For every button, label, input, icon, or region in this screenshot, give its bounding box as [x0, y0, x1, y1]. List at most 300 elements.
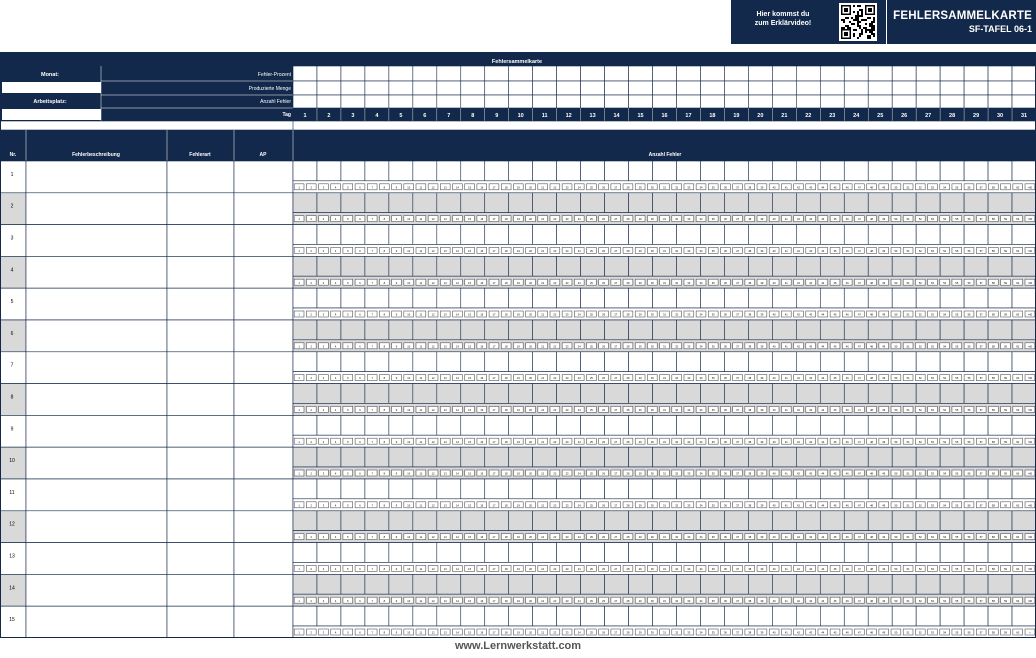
day-tally-cell[interactable] — [509, 447, 533, 467]
day-cell[interactable] — [461, 95, 485, 108]
day-cell[interactable] — [940, 66, 964, 81]
beschreibung-cell[interactable] — [26, 479, 167, 511]
day-tally-cell[interactable] — [700, 256, 724, 276]
beschreibung-cell[interactable] — [26, 606, 167, 638]
day-tally-cell[interactable] — [916, 384, 940, 404]
day-tally-cell[interactable] — [676, 511, 700, 531]
day-tally-cell[interactable] — [700, 606, 724, 626]
day-tally-cell[interactable] — [796, 256, 820, 276]
day-tally-cell[interactable] — [940, 225, 964, 245]
day-tally-cell[interactable] — [389, 384, 413, 404]
day-tally-cell[interactable] — [940, 415, 964, 435]
day-tally-cell[interactable] — [485, 479, 509, 499]
day-tally-cell[interactable] — [293, 574, 317, 594]
day-tally-cell[interactable] — [988, 543, 1012, 563]
day-cell[interactable] — [796, 81, 820, 95]
day-tally-cell[interactable] — [317, 606, 341, 626]
day-tally-cell[interactable] — [940, 256, 964, 276]
day-tally-cell[interactable] — [724, 415, 748, 435]
day-tally-cell[interactable] — [629, 256, 653, 276]
day-tally-cell[interactable] — [653, 574, 677, 594]
day-tally-cell[interactable] — [485, 320, 509, 340]
day-tally-cell[interactable] — [796, 606, 820, 626]
day-tally-cell[interactable] — [676, 256, 700, 276]
video-link-panel[interactable] — [731, 0, 886, 44]
day-tally-cell[interactable] — [365, 193, 389, 213]
day-tally-cell[interactable] — [1012, 352, 1036, 372]
day-cell[interactable] — [700, 81, 724, 95]
day-tally-cell[interactable] — [437, 384, 461, 404]
day-tally-cell[interactable] — [365, 288, 389, 308]
day-tally-cell[interactable] — [605, 511, 629, 531]
day-tally-cell[interactable] — [293, 511, 317, 531]
day-tally-cell[interactable] — [389, 225, 413, 245]
day-tally-cell[interactable] — [293, 161, 317, 181]
day-tally-cell[interactable] — [533, 447, 557, 467]
day-tally-cell[interactable] — [533, 161, 557, 181]
day-cell[interactable] — [413, 81, 437, 95]
day-tally-cell[interactable] — [748, 574, 772, 594]
day-tally-cell[interactable] — [653, 161, 677, 181]
day-cell[interactable] — [653, 66, 677, 81]
day-cell[interactable] — [772, 95, 796, 108]
day-tally-cell[interactable] — [437, 606, 461, 626]
day-tally-cell[interactable] — [748, 161, 772, 181]
day-cell[interactable] — [533, 95, 557, 108]
day-tally-cell[interactable] — [820, 479, 844, 499]
day-cell[interactable] — [413, 66, 437, 81]
ap-cell[interactable] — [234, 193, 293, 225]
day-tally-cell[interactable] — [533, 384, 557, 404]
day-tally-cell[interactable] — [557, 479, 581, 499]
beschreibung-cell[interactable] — [26, 543, 167, 575]
day-tally-cell[interactable] — [916, 288, 940, 308]
day-tally-cell[interactable] — [892, 479, 916, 499]
day-tally-cell[interactable] — [868, 511, 892, 531]
day-tally-cell[interactable] — [365, 415, 389, 435]
day-cell[interactable] — [317, 95, 341, 108]
day-tally-cell[interactable] — [533, 574, 557, 594]
day-tally-cell[interactable] — [461, 384, 485, 404]
day-tally-cell[interactable] — [916, 256, 940, 276]
day-tally-cell[interactable] — [581, 543, 605, 563]
day-cell[interactable] — [724, 81, 748, 95]
day-tally-cell[interactable] — [724, 193, 748, 213]
day-tally-cell[interactable] — [653, 447, 677, 467]
day-tally-cell[interactable] — [748, 225, 772, 245]
ap-cell[interactable] — [234, 511, 293, 543]
day-cell[interactable] — [605, 66, 629, 81]
day-tally-cell[interactable] — [413, 574, 437, 594]
day-tally-cell[interactable] — [581, 574, 605, 594]
day-tally-cell[interactable] — [533, 479, 557, 499]
day-tally-cell[interactable] — [557, 320, 581, 340]
day-tally-cell[interactable] — [629, 606, 653, 626]
day-tally-cell[interactable] — [653, 415, 677, 435]
day-tally-cell[interactable] — [581, 288, 605, 308]
day-tally-cell[interactable] — [461, 543, 485, 563]
day-tally-cell[interactable] — [772, 384, 796, 404]
day-tally-cell[interactable] — [844, 288, 868, 308]
day-cell[interactable] — [676, 66, 700, 81]
day-cell[interactable] — [868, 81, 892, 95]
day-tally-cell[interactable] — [341, 574, 365, 594]
day-tally-cell[interactable] — [940, 479, 964, 499]
day-tally-cell[interactable] — [892, 543, 916, 563]
day-tally-cell[interactable] — [341, 606, 365, 626]
day-cell[interactable] — [317, 66, 341, 81]
day-tally-cell[interactable] — [317, 479, 341, 499]
day-tally-cell[interactable] — [868, 320, 892, 340]
day-tally-cell[interactable] — [365, 161, 389, 181]
day-cell[interactable] — [868, 95, 892, 108]
day-tally-cell[interactable] — [940, 352, 964, 372]
day-tally-cell[interactable] — [437, 288, 461, 308]
ap-cell[interactable] — [234, 543, 293, 575]
day-tally-cell[interactable] — [1012, 288, 1036, 308]
day-tally-cell[interactable] — [724, 574, 748, 594]
day-tally-cell[interactable] — [533, 193, 557, 213]
day-tally-cell[interactable] — [700, 352, 724, 372]
day-tally-cell[interactable] — [605, 415, 629, 435]
day-tally-cell[interactable] — [653, 225, 677, 245]
day-cell[interactable] — [1012, 95, 1036, 108]
day-tally-cell[interactable] — [509, 415, 533, 435]
day-tally-cell[interactable] — [844, 320, 868, 340]
day-cell[interactable] — [653, 81, 677, 95]
day-tally-cell[interactable] — [317, 543, 341, 563]
day-tally-cell[interactable] — [964, 225, 988, 245]
day-cell[interactable] — [557, 81, 581, 95]
day-tally-cell[interactable] — [844, 384, 868, 404]
day-cell[interactable] — [485, 81, 509, 95]
day-cell[interactable] — [365, 66, 389, 81]
day-tally-cell[interactable] — [509, 320, 533, 340]
day-tally-cell[interactable] — [772, 256, 796, 276]
day-cell[interactable] — [581, 95, 605, 108]
day-tally-cell[interactable] — [509, 161, 533, 181]
day-cell[interactable] — [293, 66, 317, 81]
day-tally-cell[interactable] — [581, 161, 605, 181]
day-tally-cell[interactable] — [868, 288, 892, 308]
day-tally-cell[interactable] — [413, 606, 437, 626]
day-tally-cell[interactable] — [629, 479, 653, 499]
day-cell[interactable] — [844, 66, 868, 81]
day-tally-cell[interactable] — [461, 288, 485, 308]
day-tally-cell[interactable] — [437, 574, 461, 594]
day-tally-cell[interactable] — [820, 384, 844, 404]
day-tally-cell[interactable] — [700, 479, 724, 499]
day-tally-cell[interactable] — [964, 415, 988, 435]
day-cell[interactable] — [437, 81, 461, 95]
day-tally-cell[interactable] — [317, 352, 341, 372]
day-tally-cell[interactable] — [293, 479, 317, 499]
day-cell[interactable] — [509, 95, 533, 108]
day-tally-cell[interactable] — [653, 479, 677, 499]
day-tally-cell[interactable] — [940, 161, 964, 181]
day-tally-cell[interactable] — [485, 384, 509, 404]
day-tally-cell[interactable] — [940, 511, 964, 531]
day-tally-cell[interactable] — [820, 447, 844, 467]
day-cell[interactable] — [892, 81, 916, 95]
day-tally-cell[interactable] — [653, 320, 677, 340]
day-tally-cell[interactable] — [485, 511, 509, 531]
day-tally-cell[interactable] — [389, 574, 413, 594]
day-tally-cell[interactable] — [413, 543, 437, 563]
day-tally-cell[interactable] — [724, 256, 748, 276]
day-tally-cell[interactable] — [700, 193, 724, 213]
day-tally-cell[interactable] — [557, 606, 581, 626]
day-cell[interactable] — [629, 95, 653, 108]
day-tally-cell[interactable] — [940, 447, 964, 467]
day-tally-cell[interactable] — [341, 320, 365, 340]
day-tally-cell[interactable] — [892, 288, 916, 308]
day-tally-cell[interactable] — [437, 193, 461, 213]
day-tally-cell[interactable] — [437, 320, 461, 340]
day-cell[interactable] — [844, 95, 868, 108]
beschreibung-cell[interactable] — [26, 574, 167, 606]
day-cell[interactable] — [557, 95, 581, 108]
day-tally-cell[interactable] — [844, 606, 868, 626]
day-tally-cell[interactable] — [844, 256, 868, 276]
day-tally-cell[interactable] — [916, 511, 940, 531]
day-tally-cell[interactable] — [605, 574, 629, 594]
fehlerart-cell[interactable] — [167, 415, 234, 447]
day-tally-cell[interactable] — [605, 161, 629, 181]
day-cell[interactable] — [533, 66, 557, 81]
fehlerart-cell[interactable] — [167, 447, 234, 479]
day-tally-cell[interactable] — [317, 574, 341, 594]
day-tally-cell[interactable] — [629, 193, 653, 213]
day-tally-cell[interactable] — [868, 256, 892, 276]
day-tally-cell[interactable] — [533, 225, 557, 245]
day-tally-cell[interactable] — [461, 225, 485, 245]
day-tally-cell[interactable] — [341, 511, 365, 531]
day-cell[interactable] — [341, 95, 365, 108]
day-tally-cell[interactable] — [413, 256, 437, 276]
day-tally-cell[interactable] — [629, 225, 653, 245]
day-tally-cell[interactable] — [365, 543, 389, 563]
day-tally-cell[interactable] — [868, 415, 892, 435]
day-tally-cell[interactable] — [676, 415, 700, 435]
day-tally-cell[interactable] — [389, 511, 413, 531]
fehlerart-cell[interactable] — [167, 288, 234, 320]
day-tally-cell[interactable] — [293, 256, 317, 276]
monat-field[interactable] — [2, 82, 101, 93]
day-tally-cell[interactable] — [485, 352, 509, 372]
day-tally-cell[interactable] — [1012, 574, 1036, 594]
day-tally-cell[interactable] — [796, 574, 820, 594]
day-tally-cell[interactable] — [868, 543, 892, 563]
day-tally-cell[interactable] — [365, 447, 389, 467]
day-tally-cell[interactable] — [509, 574, 533, 594]
day-tally-cell[interactable] — [509, 511, 533, 531]
beschreibung-cell[interactable] — [26, 256, 167, 288]
day-tally-cell[interactable] — [772, 161, 796, 181]
day-tally-cell[interactable] — [413, 320, 437, 340]
day-cell[interactable] — [653, 95, 677, 108]
day-tally-cell[interactable] — [461, 193, 485, 213]
day-tally-cell[interactable] — [581, 479, 605, 499]
day-tally-cell[interactable] — [868, 384, 892, 404]
day-tally-cell[interactable] — [605, 320, 629, 340]
day-tally-cell[interactable] — [557, 384, 581, 404]
day-tally-cell[interactable] — [389, 415, 413, 435]
day-tally-cell[interactable] — [820, 225, 844, 245]
day-tally-cell[interactable] — [485, 256, 509, 276]
day-tally-cell[interactable] — [581, 447, 605, 467]
day-tally-cell[interactable] — [341, 193, 365, 213]
day-tally-cell[interactable] — [437, 415, 461, 435]
day-tally-cell[interactable] — [724, 161, 748, 181]
day-tally-cell[interactable] — [700, 288, 724, 308]
day-tally-cell[interactable] — [557, 511, 581, 531]
day-tally-cell[interactable] — [748, 447, 772, 467]
day-tally-cell[interactable] — [317, 161, 341, 181]
day-tally-cell[interactable] — [820, 511, 844, 531]
day-tally-cell[interactable] — [653, 352, 677, 372]
day-tally-cell[interactable] — [796, 288, 820, 308]
day-tally-cell[interactable] — [629, 384, 653, 404]
day-cell[interactable] — [676, 81, 700, 95]
day-tally-cell[interactable] — [844, 511, 868, 531]
day-tally-cell[interactable] — [940, 288, 964, 308]
beschreibung-cell[interactable] — [26, 447, 167, 479]
day-tally-cell[interactable] — [748, 384, 772, 404]
ap-cell[interactable] — [234, 384, 293, 416]
day-tally-cell[interactable] — [461, 256, 485, 276]
day-tally-cell[interactable] — [916, 574, 940, 594]
beschreibung-cell[interactable] — [26, 320, 167, 352]
day-tally-cell[interactable] — [916, 479, 940, 499]
day-cell[interactable] — [605, 81, 629, 95]
day-tally-cell[interactable] — [796, 320, 820, 340]
day-cell[interactable] — [868, 66, 892, 81]
day-tally-cell[interactable] — [317, 447, 341, 467]
day-cell[interactable] — [820, 81, 844, 95]
day-tally-cell[interactable] — [653, 543, 677, 563]
day-tally-cell[interactable] — [892, 606, 916, 626]
day-tally-cell[interactable] — [461, 415, 485, 435]
day-tally-cell[interactable] — [437, 479, 461, 499]
day-tally-cell[interactable] — [581, 225, 605, 245]
day-tally-cell[interactable] — [341, 415, 365, 435]
day-cell[interactable] — [389, 95, 413, 108]
day-tally-cell[interactable] — [724, 225, 748, 245]
day-tally-cell[interactable] — [557, 447, 581, 467]
day-tally-cell[interactable] — [916, 225, 940, 245]
day-tally-cell[interactable] — [700, 415, 724, 435]
day-tally-cell[interactable] — [1012, 161, 1036, 181]
day-tally-cell[interactable] — [581, 193, 605, 213]
day-cell[interactable] — [796, 66, 820, 81]
day-cell[interactable] — [389, 81, 413, 95]
day-tally-cell[interactable] — [844, 193, 868, 213]
day-tally-cell[interactable] — [437, 543, 461, 563]
day-tally-cell[interactable] — [700, 161, 724, 181]
day-tally-cell[interactable] — [341, 479, 365, 499]
day-tally-cell[interactable] — [365, 479, 389, 499]
day-tally-cell[interactable] — [365, 320, 389, 340]
day-tally-cell[interactable] — [605, 384, 629, 404]
day-tally-cell[interactable] — [293, 415, 317, 435]
day-tally-cell[interactable] — [964, 193, 988, 213]
day-tally-cell[interactable] — [676, 384, 700, 404]
day-cell[interactable] — [964, 66, 988, 81]
day-cell[interactable] — [700, 95, 724, 108]
day-tally-cell[interactable] — [964, 543, 988, 563]
day-tally-cell[interactable] — [988, 479, 1012, 499]
day-tally-cell[interactable] — [365, 606, 389, 626]
day-tally-cell[interactable] — [820, 574, 844, 594]
day-tally-cell[interactable] — [605, 225, 629, 245]
day-tally-cell[interactable] — [605, 256, 629, 276]
day-tally-cell[interactable] — [700, 320, 724, 340]
day-tally-cell[interactable] — [988, 256, 1012, 276]
day-tally-cell[interactable] — [676, 288, 700, 308]
day-tally-cell[interactable] — [772, 415, 796, 435]
day-tally-cell[interactable] — [772, 288, 796, 308]
ap-cell[interactable] — [234, 479, 293, 511]
beschreibung-cell[interactable] — [26, 225, 167, 257]
fehlerart-cell[interactable] — [167, 161, 234, 193]
day-tally-cell[interactable] — [964, 161, 988, 181]
beschreibung-cell[interactable] — [26, 161, 167, 193]
day-tally-cell[interactable] — [940, 384, 964, 404]
day-tally-cell[interactable] — [629, 447, 653, 467]
day-tally-cell[interactable] — [772, 543, 796, 563]
day-tally-cell[interactable] — [796, 225, 820, 245]
day-tally-cell[interactable] — [916, 352, 940, 372]
ap-cell[interactable] — [234, 288, 293, 320]
day-cell[interactable] — [341, 66, 365, 81]
day-tally-cell[interactable] — [1012, 511, 1036, 531]
day-tally-cell[interactable] — [389, 606, 413, 626]
day-tally-cell[interactable] — [485, 543, 509, 563]
day-tally-cell[interactable] — [964, 511, 988, 531]
day-tally-cell[interactable] — [317, 256, 341, 276]
day-tally-cell[interactable] — [461, 574, 485, 594]
day-tally-cell[interactable] — [389, 161, 413, 181]
day-tally-cell[interactable] — [796, 511, 820, 531]
day-tally-cell[interactable] — [916, 193, 940, 213]
day-tally-cell[interactable] — [317, 288, 341, 308]
day-tally-cell[interactable] — [317, 415, 341, 435]
day-tally-cell[interactable] — [1012, 447, 1036, 467]
day-tally-cell[interactable] — [796, 193, 820, 213]
day-tally-cell[interactable] — [724, 447, 748, 467]
day-tally-cell[interactable] — [629, 320, 653, 340]
day-tally-cell[interactable] — [437, 511, 461, 531]
ap-cell[interactable] — [234, 415, 293, 447]
day-tally-cell[interactable] — [892, 352, 916, 372]
day-tally-cell[interactable] — [581, 256, 605, 276]
day-tally-cell[interactable] — [653, 606, 677, 626]
fehlerart-cell[interactable] — [167, 606, 234, 638]
day-cell[interactable] — [293, 81, 317, 95]
day-tally-cell[interactable] — [844, 352, 868, 372]
day-tally-cell[interactable] — [676, 606, 700, 626]
day-tally-cell[interactable] — [748, 320, 772, 340]
day-tally-cell[interactable] — [341, 288, 365, 308]
day-tally-cell[interactable] — [341, 225, 365, 245]
day-tally-cell[interactable] — [964, 479, 988, 499]
day-cell[interactable] — [1012, 81, 1036, 95]
day-tally-cell[interactable] — [988, 288, 1012, 308]
day-tally-cell[interactable] — [1012, 193, 1036, 213]
day-tally-cell[interactable] — [557, 352, 581, 372]
day-tally-cell[interactable] — [748, 288, 772, 308]
